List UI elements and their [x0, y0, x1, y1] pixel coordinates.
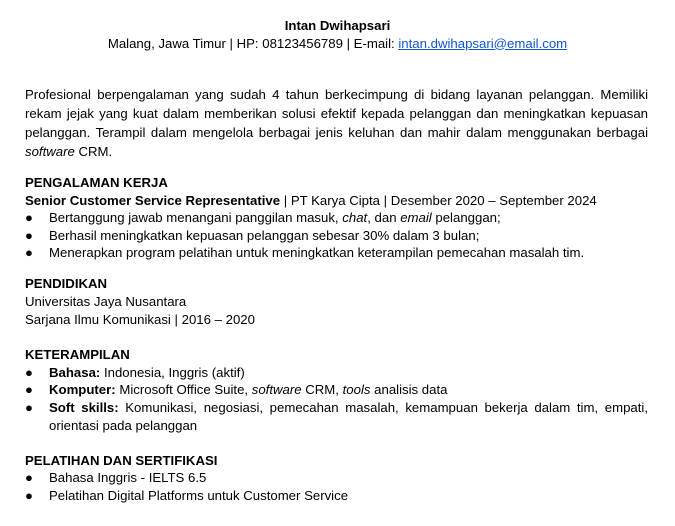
bullet-text: Bertanggung jawab menangani panggilan masuk,: [49, 210, 343, 225]
education-heading: PENDIDIKAN: [25, 276, 108, 291]
summary-italic: software: [25, 144, 75, 159]
resume-header: [0, 17, 675, 52]
bullet-icon: ●: [25, 470, 33, 485]
bullet-text: pelanggan;: [431, 210, 501, 225]
training-item-2: Pelatihan Digital Platforms untuk Customer Service: [49, 488, 349, 503]
skill-label: Bahasa:: [49, 365, 101, 380]
skill-label: Komputer:: [49, 382, 116, 397]
bullet-italic: email: [400, 210, 432, 225]
bullet-icon: ●: [25, 365, 33, 380]
skill-soft: [49, 399, 648, 434]
training-heading: PELATIHAN DAN SERTIFIKASI: [25, 453, 218, 468]
training-item-1: Bahasa Inggris - IELTS 6.5: [49, 470, 207, 485]
professional-summary: [25, 85, 648, 161]
bullet-icon: ●: [25, 228, 33, 243]
skill-italic: software: [251, 382, 302, 397]
bullet-text: , dan: [367, 210, 401, 225]
skill-value: Komunikasi, negosiasi, pemecahan masalah, kemampuan bekerja dalam tim, empati, orientasi pada pelanggan: [49, 400, 648, 433]
skill-language: [49, 364, 648, 382]
education-degree: Sarjana Ilmu Komunikasi | 2016 – 2020: [25, 312, 255, 327]
skill-computer: [49, 381, 648, 399]
experience-bullet-1: [49, 209, 648, 227]
email-link[interactable]: intan.dwihapsari@email.com: [398, 35, 568, 51]
summary-text-1: Profesional berpengalaman yang sudah 4 tahun berkecimpung di bidang layanan pelanggan. Memiliki rekam jejak yang kuat dalam memberikan solusi efektif kepada pelanggan dan meningkatkan kepuasan pelanggan. Terampil dalam mengelola berbagai jenis keluhan dan mahir dalam menggunakan berbagai: [25, 87, 648, 140]
bullet-icon: ●: [25, 210, 33, 225]
bullet-icon: ●: [25, 382, 33, 397]
education-school: Universitas Jaya Nusantara: [25, 294, 187, 309]
skill-value: analisis data: [370, 382, 448, 397]
skill-label: Soft skills:: [49, 400, 119, 415]
skills-heading: KETERAMPILAN: [25, 347, 130, 362]
contact-line: [0, 35, 675, 53]
skill-value: Indonesia, Inggris (aktif): [100, 365, 245, 380]
bullet-icon: ●: [25, 400, 33, 415]
experience-heading: PENGALAMAN KERJA: [25, 175, 168, 190]
experience-bullet-2: Berhasil meningkatkan kepuasan pelanggan sebesar 30% dalam 3 bulan;: [49, 228, 480, 243]
job-title-line: [25, 192, 597, 210]
skill-value: Microsoft Office Suite,: [115, 382, 252, 397]
candidate-name: Intan Dwihapsari: [284, 18, 391, 33]
skill-italic: tools: [342, 382, 371, 397]
bullet-italic: chat: [342, 210, 368, 225]
experience-bullet-3: Menerapkan program pelatihan untuk meningkatkan keterampilan pemecahan masalah tim.: [49, 245, 585, 260]
bullet-icon: ●: [25, 488, 33, 503]
job-role: Senior Customer Service Representative: [25, 193, 281, 208]
contact-info: Malang, Jawa Timur | HP: 08123456789 | E-mail:: [107, 35, 399, 51]
bullet-icon: ●: [25, 245, 33, 260]
skill-value: CRM,: [301, 382, 343, 397]
job-details: | PT Karya Cipta | Desember 2020 – September 2024: [280, 193, 597, 208]
summary-text-2: CRM.: [74, 144, 113, 159]
